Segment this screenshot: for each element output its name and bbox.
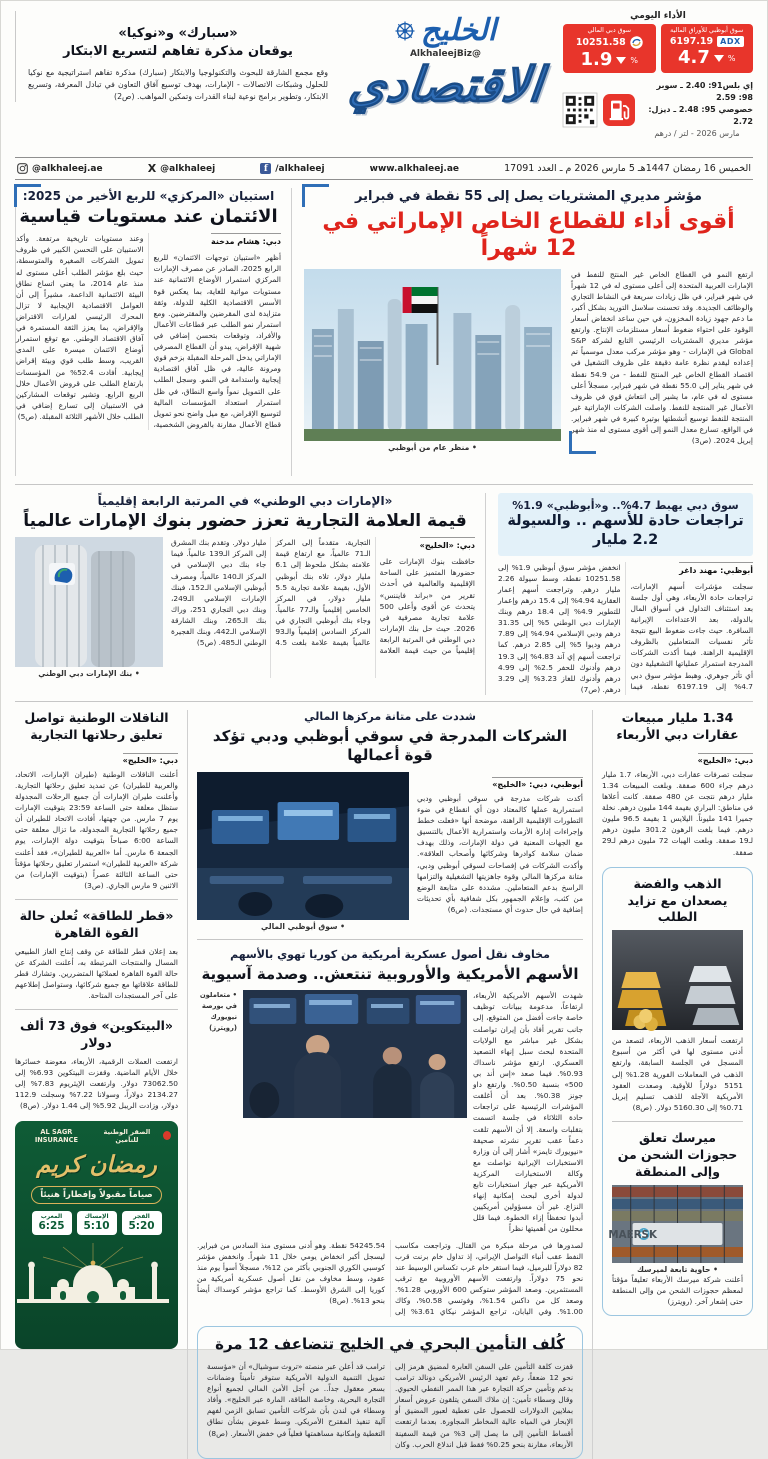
byline: دبي: «الخليج» [698,753,753,765]
photo-caption: • حاوية تابعة لميرسك [636,1264,719,1274]
facebook-link[interactable]: f /alkhaleej [260,163,324,174]
article-marine-insurance [207,1335,573,1449]
article-body: أكدت شركات مدرجة في سوقي أبوظبي ودبي استمرارية عملها كالمعتاد دون أي انقطاع في ضوء التطورات الإقليمية الراهنة، موضحة أنها «فعلت خطط وإجراءات إدارة الأزمات واستمرارية الأعمال بالتنسيق مع الجهات المعنية في دولة الإمارات، وذلك بهدف ضمان سلامة كوادرها وشركائها وأصحاب العلاقة». وأكدت الشركات في إفصاحات لسوقي أبوظبي ودبي، متانة مركزها المالي وقوة جاهزيتها التشغيلية والتزامها الراسخ بدعم المتعاملين. مشددة على متابعة الوضع من كثب، وإعلام الجمهور بكل شفافية بأي تحديثات إضافية في حال حدوث أي مستجدات. (ص6) [417,793,583,914]
article-body: أبوظبي: مهند داغر سجلت مؤشرات أسهم الإمارات، تراجعات حادة الأربعاء، وهي أول جلسة بعد استئناف التداول في أسواق المال بالدولة، بعد الاعتداءات الإيرانية السافرة. حيث جاءت ضغوط البيع نتيجة تأثر نفسيات المتعاملين بالظروف الإقليمية الراهنة. فيما أكدت الشركات المدرجة استمرار عملياتها التشغيلية دون أي تأثر جوهري. وهبط مؤشر سوق دبي 4.7% إلى 6197.19 نقطة، فيما انخفض مؤشر سوق أبوظبي 1.9% إلى 10251.58 نقطة، وسط سيولة 2.26 مليار درهم. وتراجعت أسهم إعمار العقارية 4.94% إلى 15.4 درهم وإعمار للتطوير 4.9% إلى 18.4 درهم وبنك الإمارات دبي الوطني 5% إلى 31.35 درهم ودبي الإسلامي 4.94% إلى 7.89 درهم وديوا 5% إلى 2.85 درهم. كما تراجعت أسهم إي آند 4.83% إلى 19.3 درهم وأدنوك للحفر 2.5% إلى 4.99 درهم وأدنوك للغاز 3.23% إلى 3.29 درهم. (ص7) [498,562,753,694]
article-body-wrap [417,772,583,931]
maersk-container-label: MAERSK [608,1227,657,1241]
article-headline: كُلف التأمين البحري في الخليج تتضاعف 12 مرة [215,1335,565,1354]
divider [197,939,583,940]
adx-market-box [661,24,754,73]
photo-enbd-tower [15,537,163,667]
fuel-line-3: مارس 2026 - لتر / درهم [654,129,740,138]
divider [15,1009,178,1010]
article-body: ارتفع النمو في القطاع الخاص غير المنتج للنفط في الإمارات العربية المتحدة إلى أعلى مستوى له في 12 شهراً في شهر فبراير، في ظل زيادات سريعة في النشاط التجاري والوظائف الجديدة. وقد تحسنت سلاسل التوريد بشكل أكبر، ما دعم جهود زيادة المخزون، في حين ساعد انخفاض أسعار الوقود على احتواء ضغوط أسعار مستلزمات الإنتاج. وارتفع مؤشر مديري المشتريات الرئيسي التابع لشركة S&P Global في الإمارات - وهو مؤشر مركب معدل موسمياً تم إعداده ليقدم نظرة عامة دقيقة على ظروف التشغيل في اقتصاد القطاع الخاص غير المنتج للنفط - من 54.9 نقطة في شهر يناير إلى 55.0 نقطة في شهر فبراير، مسجلاً أعلى مستوى له في عام، ما يشير إلى انتعاش قوي في ظروف الأعمال غير المنتجة للنفط. واصلت الشركات الإماراتية غير المنتجة للنفط توسيع أنشطتها بوتيرة كبيرة في شهر فبراير. في الواقع، تسارع معدل النمو إلى أقوى مستوى له منذ شهر إبريل 2024. (ص3) [571,269,753,452]
commodities-box [602,867,753,1316]
byline: دبي: «الخليج» [420,537,475,552]
corner-bracket [14,184,41,207]
article-body: ارتفعت العملات الرقمية، الأربعاء، معوضة خسائرها خلال الأيام الماضية. وقفزت البيتكوين 6.93% إلى 73062.50 دولار. وارتفعت الإيثريوم 7.83% إلى 2134.27 دولاراً، وسولانا 7.22% وسجلت 112.9 دولار، وزادت الريبل 5.92% إلى 1.44 دولار. (ص8) [15,1057,178,1111]
website-link[interactable]: www.alkhaleej.ae [369,163,460,174]
article-kicker: شددت على متانة مركزها المالي [304,710,476,723]
photo-block [197,772,409,931]
prayer-time-chip: المغرب 6:25 [32,1211,72,1235]
article-headline: الائتمان عند مستويات قياسية [19,206,278,228]
dfm-value: 10251.58 [575,37,626,48]
article-title: الذهب والفضة يصعدان مع تزايد الطلب [627,875,728,925]
byline: أبوظبي، دبي: «الخليج» [492,777,583,789]
article-qatar-energy [15,908,178,1001]
article-credit-survey [15,188,292,476]
qr-code [563,93,597,127]
ramadan-wish: صياماً مقبولاً وإفطاراً هنيئاً [31,1186,161,1204]
adx-percent-sign: % [727,53,736,63]
article-stocks-drop [498,493,753,695]
corner-bracket [302,184,329,207]
photo-adx-trading-hall [197,772,409,920]
down-arrow-icon [714,55,724,62]
dfm-change: 1.9 [580,49,613,70]
masthead-area [15,11,753,151]
fuel-line-1: إي بلس91: 2.40 ـ سوبر 98: 2.59 [656,81,753,102]
right-column [593,710,753,1459]
article-kicker: استبيان «المركزي» للربع الأخير من 2025: [22,189,275,203]
adx-logo: ADX [717,36,744,47]
photo-maersk-containers [608,1185,743,1263]
corner-bracket [569,431,596,454]
article-brand-value [15,493,486,695]
divider [612,1121,743,1122]
section-divider [15,484,753,485]
photo-block [304,269,561,452]
dfm-logo [630,36,643,49]
brand-name: الخليج [420,13,497,48]
photo-caption: • سوق أبوظبي المالي [261,921,345,931]
photo-caption: • متعاملون في بورصة نيويورك (رويترز) [199,991,237,1032]
article-spark-nokia [15,11,328,102]
photo-abudhabi-skyline [304,269,561,441]
photo-nyse-traders [243,990,467,1118]
x-icon: X [147,162,157,175]
middle-column [187,710,593,1459]
mosque-illustration [15,1241,171,1303]
article-bitcoin [15,1018,178,1111]
down-arrow-icon [616,57,626,64]
twitter-handle: @AlkhaleejBiz [409,49,482,59]
article-kicker: سوق دبي يهبط 4.7%.. و«أبوظبي» 1.9% [512,499,739,512]
ramadan-advertisement[interactable] [15,1121,178,1349]
x-link[interactable]: X @alkhaleej [147,162,216,175]
ship-wheel-icon [395,21,415,41]
article-pmi [304,188,753,476]
prayer-time-chip: الإمساك 5:10 [77,1211,117,1235]
fuel-prices [563,80,753,140]
social-date-bar [15,157,753,180]
newspaper-logo [338,11,553,113]
article-body: سجلت تصرفات عقارات دبي، الأربعاء، 1.7 مليار درهم جراء 600 صفقة. وبلغت المبيعات 1.34 مليار درهم نتجت عن 480 صفقة. كانت أعلاها في مناطق: البراري بقيمة 144 مليون درهم. نخلة جميرا 141 مليوناً. اليلايس 1 بقيمة 96.5 مليون درهم. فيما بلغت الرهون 301.2 مليون درهم لـ19 صفقة. وبلغت الهبات 72 مليون درهم لـ29 صفقة. [602,769,753,857]
article-headline: الشركات المدرجة في سوقي أبوظبي ودبي تؤكد قوة أعمالها [212,726,568,765]
insurance-box [197,1326,583,1458]
ramadan-greeting: رمضان كريم [36,1151,157,1178]
instagram-link[interactable]: @alkhaleej.ae [17,163,103,174]
adx-label: سوق أبوظبي للأوراق المالية [670,27,744,34]
fuel-pump-icon [603,94,635,126]
dfm-label: سوق دبي المالي [587,27,632,34]
article-listed-companies [197,710,583,931]
article-body: أعلنت شركة ميرسك الأربعاء تعليقاً مؤقتاً لمعظم حجوزات الشحن من وإلى المنطقة حتى إشعار آخر. (رويترز) [612,1274,743,1306]
article-title: 1.34 مليار مبيعات عقارات دبي الأربعاء [616,710,739,742]
article-headline: الأسهم الأمريكية والأوروبية تنتعش.. وصدمة آسيوية [201,964,579,983]
instagram-icon [17,163,28,174]
daily-performance-title: الأداء اليومي [630,11,686,21]
adx-value: 6197.19 [669,36,714,47]
dfm-percent-sign: % [630,55,638,65]
article-headline: تراجعات حادة للأسهم .. والسيولة 2.2 مليار [507,513,744,548]
article-kicker: مخاوف نقل أصول عسكرية أمريكية من كوريا تهوي بالأسهم [230,947,550,961]
section-divider [15,701,753,702]
byline: أبوظبي: مهند داغر [679,562,753,577]
market-summary [563,11,753,140]
headline-box [498,493,753,556]
main-headline: أقوى أداء للقطاع الخاص الإماراتي في 12 شهراً [322,208,735,262]
byline: دبي: هشام مدخنة [211,233,281,248]
date-issue-line: الخميس 16 رمضان 1447هـ 5 مارس 2026 م ـ العدد 17091 [504,163,751,174]
photo-caption: • بنك الإمارات دبي الوطني [38,669,140,679]
article-title: «البيتكوين» فوق 73 ألف دولار [19,1018,173,1051]
article-body: ارتفعت أسعار الذهب الأربعاء، لتصعد من أدنى مستوى لها في أكثر من أسبوع المسجل في الجلسة السابقة، وارتفع الذهب في المعاملات الفورية 1.28% إلى 5151 دولاراً للأوقية. وصعدت العقود الأمريكية الآجلة للذهب تسليم إبريل 0.71% إلى 5160.30 دولار. (ص8) [612,1036,743,1112]
article-headline: قيمة العلامة التجارية تعزز حضور بنوك الإمارات عالمياً [23,511,467,532]
article-us-stocks [197,948,583,1318]
article-title: الناقلات الوطنية تواصل تعليق رحلاتها التجارية [24,710,169,742]
edition-title: الاقتصادي [345,57,546,113]
article-maersk [608,1130,743,1307]
article-title: «قطر للطاقة» تُعلن حالة القوة القاهرة [19,907,174,940]
left-column [15,710,187,1459]
article-body: وقع مجمع الشارقة للبحوث والتكنولوجيا والابتكار (سبارك) مذكرة تفاهم استراتيجية مع نوكيا للحلول وشبكات الاتصالات - الإمارات، بهدف توسيع آفاق التعاون في تبادل المعرفة، وتسريع الابتكار، وتطوير برامج نوعية لبناء القدرات وتمكين المواهب. (ص2) [28,68,328,101]
photo-block [15,537,163,678]
article-body-lead: شهدت الأسهم الأمريكية الأربعاء، ارتفاعاً، مدعومة ببيانات توظيف خاصة جاءت أفضل من المتوقع، إلى جانب تقرير أفاد بأن إيران تواصلت بشكل غير مباشر مع الولايات المتحدة لبحث سبل إنهاء التصعيد العسكري. ارتفع مؤشر ناسداك 0.93%. فيما صعد «إس أند بي 500» بنسبة 0.50%. وارتفع داو جونز 0.38%. بعد أن أغلقت المؤشرات الرئيسية على تراجعات حادة الثلاثاء في جلسة اتسمت بتقلبات واسعة. إلا أن الأسهم تلقت دعماً عقب تقرير نشرته صحيفة «نيويورك تايمز» أشار إلى أن وزارة الاستخبارات الإيرانية تواصلت مع وكالة الاستخبارات المركزية الأمريكية عبر جهاز استخبارات تابع لدولة أخرى لبحث إمكانية إنهاء النزاع. غير أن مسؤولين أمريكيين أبدوا تحفظاً إزاء الخطوة. فيما قلل محللون من أهميتها نظراً [473,991,583,1234]
fuel-line-2: خصوصي 95: 2.48 ـ ديزل: 2.72 [648,105,753,126]
prayer-times [22,1211,171,1235]
article-body-rest: لصدورها في مرحلة مبكرة من القتال. وتراجعت مكاسب النفط عقب أنباء التواصل الإيراني، إذ تداول خام برنت قرب 82 دولاراً للبرميل، فيما استقر خام غرب تكساس الوسيط عند نحو 75 دولاراً. وارتفعت الأسهم الأوروبية مع ترقب المستثمرين. وصعد المؤشر ستوكس 600 الأوروبي 1.28%. وصعد كل من داكس 1.54%، وفوتسي 0.58%، وكاك 1.00%. وفي اليابان، تراجع المؤشر نيكاي 3.61% إلى 54245.54 نقطة. وهو أدنى مستوى منذ السادس من فبراير. ليسجل أكبر انخفاض يومي خلال 11 شهراً. وانخفض مؤشر كوسبي الكوري الجنوبي بأكثر من 12%، مسجلاً أسوأ يوم منذ عقود، وسط مخاوف من نقل أصول عسكرية أمريكية من كوريا إلى الشرق الأوسط. كما تراجع مؤشر كوسداك أيضاً بنحو 13%. (ص8) [197,1240,584,1317]
article-body: أعلنت الناقلات الوطنية (طيران الإمارات، الاتحاد، والعربية للطيران) عن تمديد تعليق رحلاتها التجارية. وأعلنت طيران الإمارات أن جميع الرحلات المجدولة ستظل معلقة حتى الساعة 23:59 بتوقيت الإمارات يوم 7 مارس. من جهتها، أفادت الاتحاد للطيران أن جميع رحلاتها التجارية المجدولة، ما تزال معلقة حتى الساعة 6:00 صباحاً بتوقيت دولة الإمارات، يوم الجمعة 6 مارس. أما «العربية للطيران»، فقد أعلنت شركة «العربية للطيران» استمرار تعليق رحلاتها مؤقتاً حتى الساعة الثالثة عصراً (بتوقيت الإمارات) من الاثنين 9 مارس الجاري. (ص3) [15,769,178,890]
article-title: ميرسك تعلق حجوزات الشحن من وإلى المنطقة [617,1130,738,1179]
dfm-market-box [563,24,656,73]
article-body: بعد إعلان قطر للطاقة عن وقف إنتاج الغاز الطبيعي المسال والمنتجات المرتبطة به، أعلنت الشركة عن حالة القوة القاهرة لعملائها المتضررين. وتشارك قطر للطاقة علاقاتها مع جميع شركائها، وستواصل إطلاعهم على آخر المستجدات المتاحة. [15,946,178,1001]
divider [15,899,178,900]
photo-caption: • منظر عام من أبوظبي [388,442,477,452]
adx-change: 4.7 [678,47,710,68]
article-body: دبي: هشام مدخنة أظهر «استبيان توجهات الائتمان» للربع الرابع 2025، الصادر عن مصرف الإمارات المركزي استمرار الأوضاع الائتمانية عند مستويات مواتية للغاية، بما يعكس قوة الأسس الاقتصادية الكلية للدولة، وثقة متزايدة لدى المقرضين والمقترضين. ومع استمرار نمو الطلب عبر قطاعات الأعمال والأفراد، وتوقعات بتحسن إضافي في شهية الإقراض، يبدو أن القطاع المصرفي الإماراتي يدخل المرحلة المقبلة بزخم قوي ومرونة عالية، في ظل آفاق اقتصادية إيجابية واستدامة في النمو. وسجل الطلب على التمويل نمواً واسع النطاق، في ظل استمرار استعداد المؤسسات المالية لتوسيع الإقراض، مع ميل واضح نحو تمويل قطاع الأعمال مقارنة بالقروض الشخصية، وعند مستويات تاريخية مرتفعة. وأكد الاستبيان على التحسن الكبير في ظروف تمويل الشركات الصغيرة والمتوسطة، حيث بلغ مؤشر الطلب أعلى مستوى له منذ عام 2014، ما يعني اتساع نطاق البيئة الائتمانية الداعمة، مشيراً إلى أن العوامل الاقتصادية الإيجابية لا تزال المحرك الرئيسي لقرارات الاقتراض والإقراض، بما يعزز الثقة المستمرة في آفاق الاقتصاد الوطني. مع توقع استمرار أوضاع الائتمان ميسرة على المدى القريب، وسط طلب قوي وبيئة إقراض إيجابية. أفادت 52.4% من المؤسسات بارتفاع الطلب على قروض الأعمال خلال الربع الرابع. وتشير توقعات المشاركين في الاستبيان إلى تسارع إضافي في الطلب خلال الأشهر الثلاثة المقبلة. (ص5) [16,234,281,429]
facebook-icon: f [260,163,271,174]
article-kicker: «الإمارات دبي الوطني» في المرتبة الرابعة إقليمياً [97,494,393,508]
prayer-time-chip: الفجر 5:20 [122,1211,162,1235]
article-body: دبي: «الخليج» حافظت بنوك الإمارات على حضورها المتميز على الساحة الإقليمية والعالمية في أحدث تقرير من «براند فايننس» يتحدث عن أقوى وأعلى 500 علامة تجارية مصرفية في 2026. حيث حل بنك الإمارات دبي الوطني في المرتبة الرابعة إقليمياً من حيث قيمة العلامة التجارية، متقدماً إلى المركز الـ71 عالمياً، مع ارتفاع قيمة علامته بشكل ملحوظ إلى 6.1 مليار دولار، تلاه بنك أبوظبي الأول، بقيمة علامة تجارية 5.5 مليار دولار، في المركز الخامس إقليمياً والـ77 عالمياً. وجاء بنك أبوظبي التجاري في المركز السادس إقليمياً والـ93 عالمياً بقيمة علامة بلغت 4.5 مليار دولار. وتقدم بنك المشرق إلى المركز الـ139 عالمياً. فيما جاء بنك دبي الإسلامي في المركز الـ140 عالمياً، ومصرف أبوظبي الإسلامي الـ152، فبنك الإمارات الإسلامي الـ249، وبنك دبي التجاري 251، وراك بنك الـ265، وبنك الشارقة الإسلامي الـ442، وبنك الفجيرة الوطني الـ485. (ص5) [171,538,475,656]
article-title: «سبارك» و«نوكيا» يوقعان مذكرة تفاهم لتسريع الابتكار [63,26,293,60]
photo-gold-bars [612,930,743,1030]
article-kicker: مؤشر مديري المشتريات يصل إلى 55 نقطة في فبراير [355,189,702,204]
article-dubai-realestate [602,710,753,858]
article-gold-silver [612,876,743,1113]
article-body: قفزت كلفة التأمين على السفن العابرة لمضيق هرمز إلى نحو 12 ضعفاً، رغم تعهد الرئيس الأمريكي دونالد ترامب بدعم وتأمين حركة التجارة عبر هذا الممر النفطي الحيوي. وقال وسطاء تأمين: إن ملاك السفن يتلقون عروض أسعار بملايين الدولارات للحصول على تغطية لعبور المضيق أو الإبحار في المياه عالية المخاطر المجاورة. بعدما ارتفعت أقساط التأمين إلى ما يصل إلى 3% من قيمة السفينة الأربعاء، مقارنة بنحو 0.25% فقط قبل اندلاع الحرب. وكان ترامب قد أعلن عبر منصته «تروث سوشيال» أن «مؤسسة تمويل التنمية الدولية الأمريكية ستوفر تأميناً وضمانات بسعر معقول جداً.. من أجل الأمن المالي لجميع أنواع التجارة البحرية، وخاصة الطاقة، المارة عبر الخليج». وأفاد وسطاء في لندن بأن شركات التأمين تسابق الزمن لفهم آلية تنفيذ المقترح الأمريكي. وسط غموض بشأن نطاق التغطية وإمكانية مساهمتها فعلياً في خفض الأسعار. (ص8) [207,1361,574,1449]
advertiser-emblem-icon [163,1131,171,1140]
advertiser-logo: الصقر الوطنية للتأمين AL SAGR INSURANCE [22,1128,171,1144]
byline: دبي: «الخليج» [123,753,178,765]
article-carriers [15,710,178,891]
